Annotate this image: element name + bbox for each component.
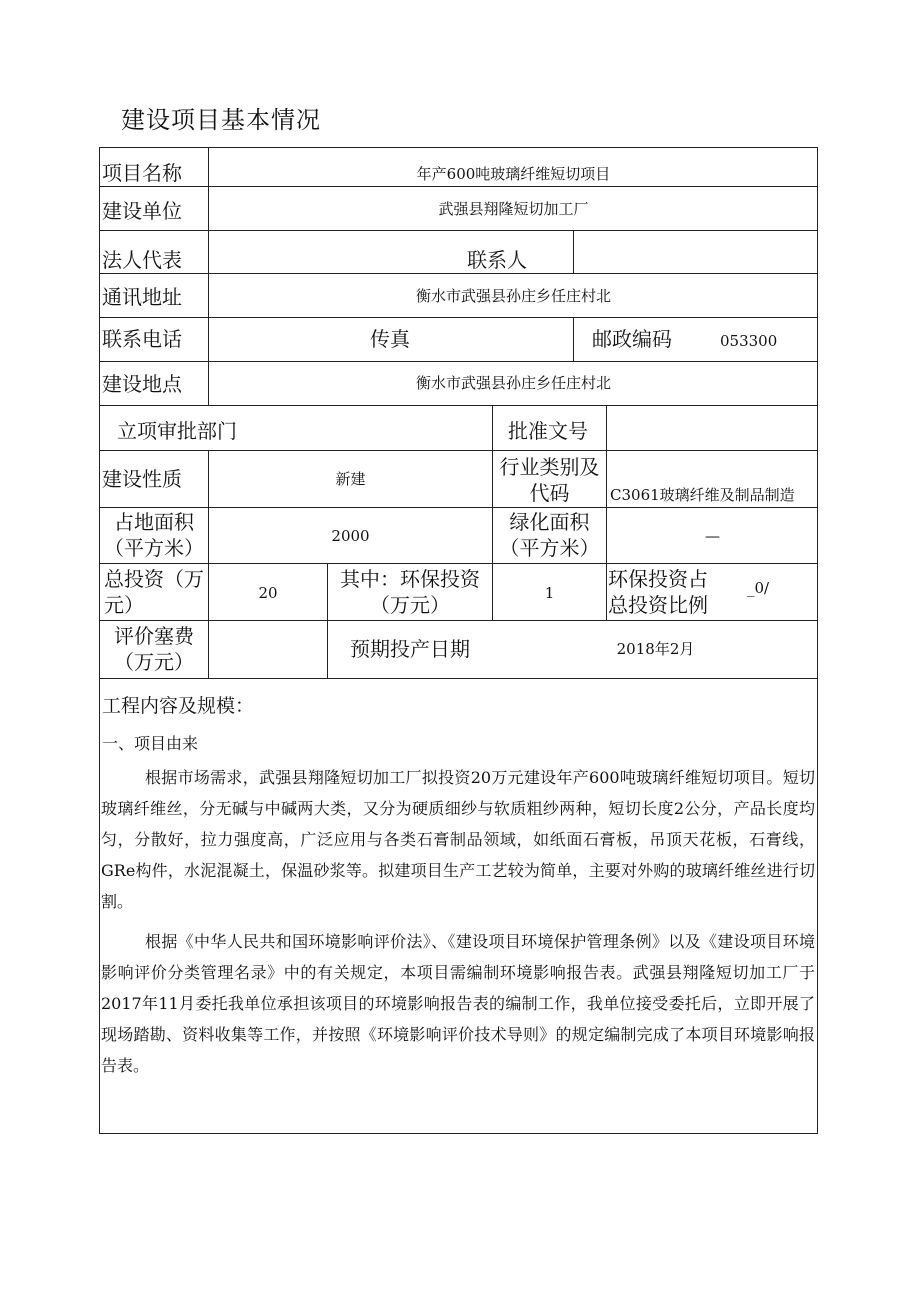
env-ratio-label (608, 566, 708, 618)
area-label-line2: （平方米） (104, 536, 204, 560)
phone-label: 联系电话 (102, 327, 182, 351)
industry-label-line2: 代码 (529, 481, 570, 505)
row-divider (99, 620, 818, 621)
fee-label-line1: 评价塞费 (114, 624, 194, 648)
site-value: 衡水市武强县孙庄乡任庄村北 (415, 374, 611, 392)
env-ratio-label-line2: 总投资比例 (608, 593, 708, 617)
env-invest-label-line2: （万元） (370, 593, 450, 617)
invest-label (104, 566, 208, 618)
industry-value: C3061玻璃纤维及制品制造 (610, 486, 795, 504)
row-divider (99, 405, 818, 406)
row-divider (99, 507, 818, 508)
col-divider (573, 230, 574, 273)
project-name-label: 项目名称 (102, 161, 182, 185)
env-invest-label (328, 566, 492, 618)
start-date-value: 2018年2月 (616, 640, 695, 658)
col-divider (208, 147, 209, 405)
section-title: 一、项目由来 (102, 734, 199, 753)
row-divider (99, 361, 818, 362)
area-value: 2000 (331, 527, 370, 545)
fee-label (100, 623, 208, 675)
fee-label-line2: （万元） (114, 650, 194, 674)
row-divider (99, 450, 818, 451)
content-body (101, 762, 815, 1081)
env-invest-value: 1 (544, 584, 555, 602)
approval-doc-label: 批准文号 (508, 419, 588, 443)
green-area-label-line1: 绿化面积 (509, 510, 590, 534)
start-date-label: 预期投产日期 (350, 637, 470, 661)
col-divider (606, 405, 607, 620)
env-ratio-label-line1: 环保投资占 (608, 567, 708, 591)
nature-value: 新建 (335, 470, 366, 488)
legal-label: 法人代表 (102, 248, 182, 272)
paragraph-1: 根据市场需求，武强县翔隆短切加工厂拟投资20万元建设年产600吨玻璃纤维短切项目。短切玻璃纤维丝，分无碱与中碱两大类，又分为硬质细纱与软质粗纱两种，短切长度2公分，产品长度均匀，分散好，拉力强度高，广泛应用与各类石膏制品领域，如纸面石膏板，吊顶天花板，石膏线，GRe构件，水泥混凝土，保温砂浆等。拟建项目生产工艺较为简单，主要对外购的玻璃纤维丝进行切割。 (101, 768, 815, 911)
row-divider (99, 273, 818, 274)
row-divider (99, 563, 818, 564)
row-divider (99, 678, 818, 679)
contact-label: 联系人 (467, 248, 527, 272)
row-divider (99, 230, 818, 231)
address-label: 通讯地址 (102, 285, 182, 309)
industry-label-line1: 行业类别及 (499, 455, 600, 479)
project-name-value: 年产600吨玻璃纤维短切项目 (416, 165, 611, 183)
row-divider (99, 317, 818, 318)
env-invest-label-line1: 其中：环保投资 (340, 567, 480, 591)
paragraph-2: 根据《中华人民共和国环境影响评价法》、《建设项目环境保护管理条例》以及《建设项目环境影响评价分类管理名录》中的有关规定，本项目需编制环境影响报告表。武强县翔隆短切加工厂于2017年11月委托我单位承担该项目的环境影响报告表的编制工作，我单位接受委托后，立即开展了现场踏勘、资料收集等工作，并按照《环境影响评价技术导则》的规定编制完成了本项目环境影响报告表。 (101, 932, 815, 1075)
postcode-value: 053300 (720, 332, 778, 350)
postcode-label: 邮政编码 (592, 327, 672, 351)
invest-label-line1: 总投资（万 (104, 567, 204, 591)
green-area-label-line2: （平方米） (499, 536, 600, 560)
invest-value: 20 (258, 584, 278, 602)
col-divider (573, 317, 574, 361)
industry-label (493, 454, 606, 506)
green-area-value: — (705, 527, 720, 545)
fax-label: 传真 (370, 327, 410, 351)
site-label: 建设地点 (102, 372, 182, 396)
invest-label-line2: 元） (104, 593, 144, 617)
approval-dept-label: 立项审批部门 (117, 419, 237, 443)
area-label-line1: 占地面积 (114, 510, 194, 534)
address-value: 衡水市武强县孙庄乡任庄村北 (415, 287, 611, 305)
content-heading: 工程内容及规模： (102, 695, 255, 717)
unit-label: 建设单位 (102, 199, 182, 223)
nature-label: 建设性质 (102, 467, 182, 491)
green-area-label (493, 509, 606, 561)
page-title: 建设项目基本情况 (121, 106, 321, 134)
row-divider (99, 186, 818, 187)
area-label (100, 509, 208, 561)
unit-value: 武强县翔隆短切加工厂 (438, 200, 589, 218)
env-ratio-value: _0/ (747, 579, 770, 597)
